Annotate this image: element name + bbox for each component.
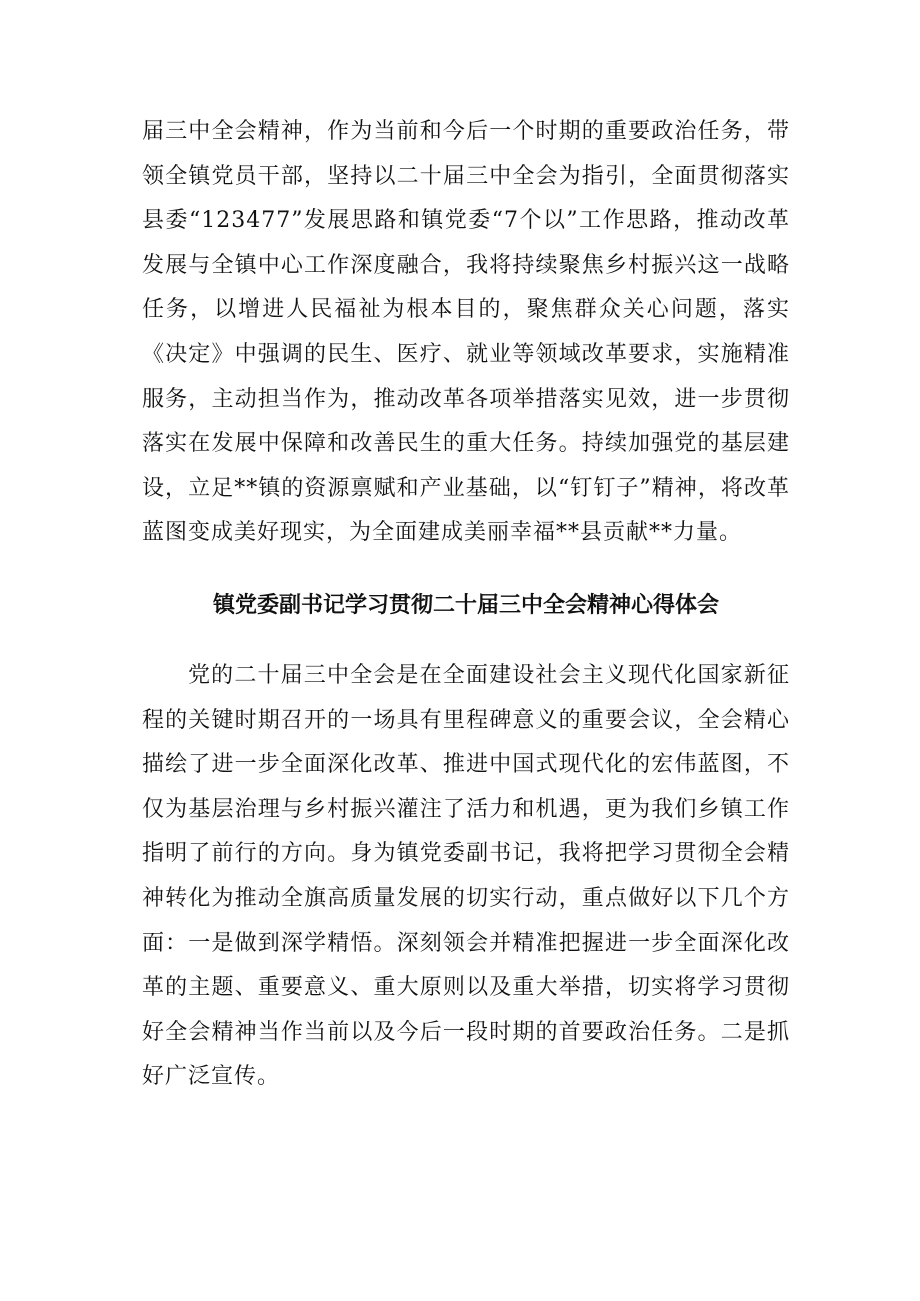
body-paragraph-continued: 届三中全会精神，作为当前和今后一个时期的重要政治任务，带领全镇党员干部，坚持以二十届三中全会为指引，全面贯彻落实县委“123477”发展思路和镇党委“7个以”工作思路，推动改革发展与全镇中心工作深度融合，我将持续聚焦乡村振兴这一战略任务，以增进人民福祉为根本目的，聚焦群众关心问题，落实《决定》中强调的民生、医疗、就业等领域改革要求，实施精准服务，主动担当作为，推动改革各项举措落实见效，进一步贯彻落实在发展中保障和改善民生的重大任务。持续加强党的基层建设，立足**镇的资源禀赋和产业基础，以“钉钉子”精神，将改革蓝图变成美好现实，为全面建成美丽幸福**县贡献**力量。	[142, 119, 790, 546]
document-content	[142, 110, 790, 1100]
body-paragraph: 党的二十届三中全会是在全面建设社会主义现代化国家新征程的关键时期召开的一场具有里程碑意义的重要会议，全会精心描绘了进一步全面深化改革、推进中国式现代化的宏伟蓝图，不仅为基层治理与乡村振兴灌注了活力和机遇，更为我们乡镇工作指明了前行的方向。身为镇党委副书记，我将把学习贯彻全会精神转化为推动全旗高质量发展的切实行动，重点做好以下几个方面：一是做到深学精悟。深刻领会并精准把握进一步全面深化改革的主题、重要意义、重大原则以及重大举措，切实将学习贯彻好全会精神当作当前以及今后一段时期的首要政治任务。二是抓好广泛宣传。	[142, 662, 790, 1090]
section-title: 镇党委副书记学习贯彻二十届三中全会精神心得体会	[212, 592, 719, 618]
